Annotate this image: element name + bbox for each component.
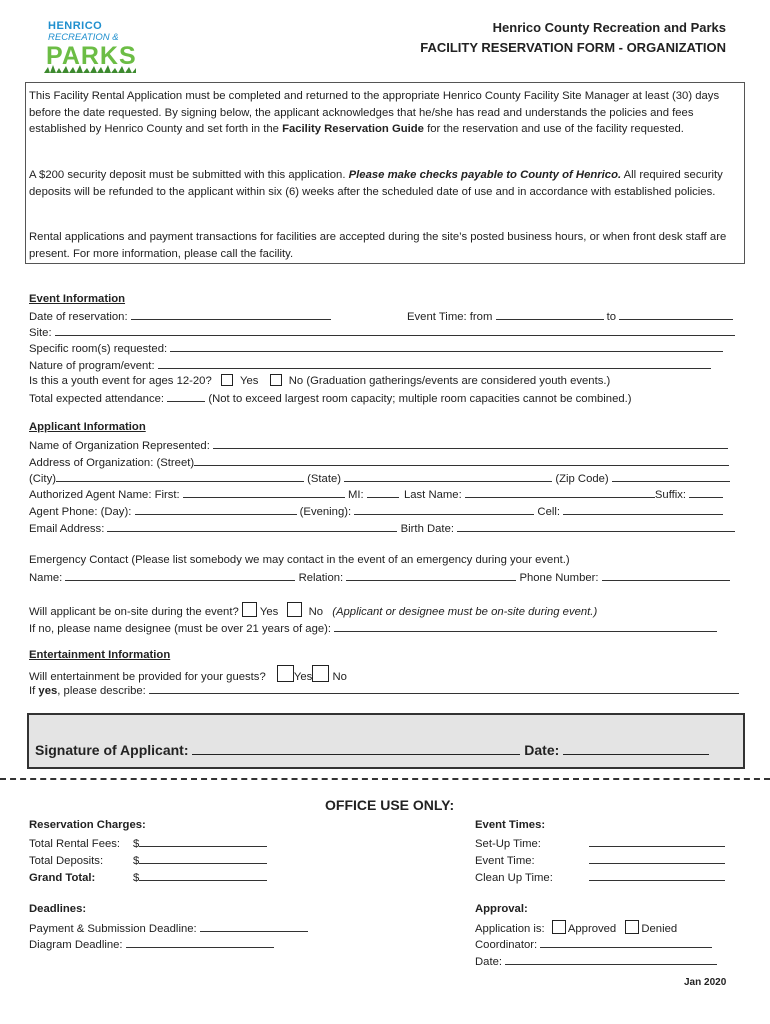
intro-paragraph-1	[29, 88, 739, 138]
guide-name: Facility Reservation Guide	[282, 123, 424, 135]
attendance-label: Total expected attendance:	[29, 393, 165, 405]
phone-evening-field[interactable]	[354, 503, 534, 515]
youth-label: Is this a youth event for ages 12-20?	[29, 375, 212, 387]
coordinator-label: Coordinator:	[475, 939, 538, 951]
payment-deadline-field[interactable]	[200, 920, 308, 932]
zip-field[interactable]	[612, 470, 730, 482]
emergency-phone-label: Phone Number:	[519, 572, 599, 584]
approval-date-field[interactable]	[505, 953, 717, 965]
grand-total-row	[29, 869, 267, 885]
agent-first-label: Authorized Agent Name: First:	[29, 489, 180, 501]
state-label: (State)	[307, 473, 342, 485]
onsite-no-label: No	[308, 606, 324, 618]
cleanup-field[interactable]	[589, 869, 725, 881]
onsite-yes-checkbox[interactable]	[242, 602, 257, 617]
office-title: OFFICE USE ONLY:	[325, 797, 455, 813]
city-label: (City)	[29, 473, 56, 485]
event-time-row	[407, 308, 733, 324]
site-field[interactable]	[55, 324, 735, 336]
org-row	[29, 437, 728, 453]
describe-label-yes: yes	[38, 685, 58, 697]
designee-row	[29, 620, 717, 636]
signature-date-label: Date:	[524, 742, 560, 758]
attendance-note: (Not to exceed largest room capacity; multiple room capacities cannot be combined.)	[208, 393, 632, 405]
phone-day-field[interactable]	[135, 503, 297, 515]
emergency-note: Emergency Contact (Please list somebody we may contact in the event of an emergency during your event.)	[29, 554, 570, 566]
org-label: Name of Organization Represented:	[29, 440, 210, 452]
rooms-label: Specific room(s) requested:	[29, 343, 168, 355]
logo-line-parks: PARKS	[46, 42, 137, 70]
rental-fees-label: Total Rental Fees:	[29, 838, 121, 850]
emergency-row	[29, 569, 730, 585]
entertainment-heading: Entertainment Information	[29, 649, 171, 661]
address-row	[29, 454, 729, 470]
youth-yes-label: Yes	[240, 375, 259, 387]
emergency-relation-label: Relation:	[298, 572, 344, 584]
intro-text: This Facility Rental Application must be completed and returned to the appropriate Henrico County Facility Site Manager at least (30) days before the date requested. By signing below, the applicant acknowledges that he/she has read and understands the policies and fees established by Henrico County and set forth in the	[29, 90, 720, 135]
attendance-row	[29, 390, 632, 406]
agent-suffix-field[interactable]	[689, 486, 723, 498]
cell-field[interactable]	[563, 503, 723, 515]
signature-label: Signature of Applicant:	[35, 742, 189, 758]
event-time-from-field[interactable]	[496, 308, 604, 320]
setup-field[interactable]	[589, 835, 725, 847]
agent-name-row	[29, 486, 723, 502]
nature-field[interactable]	[158, 357, 711, 369]
signature-date-field[interactable]	[563, 741, 709, 755]
intro-text: for the reservation and use of the facility requested.	[423, 123, 684, 135]
agent-phone-row	[29, 503, 723, 519]
grand-total-field[interactable]	[139, 869, 267, 881]
deposits-field[interactable]	[139, 852, 267, 864]
entertainment-yes-label: Yes	[293, 671, 313, 683]
rooms-field[interactable]	[170, 340, 723, 352]
event-time-office-field[interactable]	[589, 852, 725, 864]
zip-label: (Zip Code)	[555, 473, 609, 485]
application-status-row	[475, 920, 677, 936]
deadlines-heading: Deadlines:	[29, 903, 87, 915]
youth-row	[29, 374, 610, 388]
payment-deadline-label: Payment & Submission Deadline:	[29, 923, 197, 935]
date-of-reservation-row	[29, 308, 331, 324]
attendance-field[interactable]	[167, 390, 205, 402]
onsite-note: (Applicant or designee must be on-site during event.)	[332, 606, 598, 618]
birth-date-field[interactable]	[457, 520, 735, 532]
agent-first-field[interactable]	[183, 486, 345, 498]
form-title: FACILITY RESERVATION FORM - ORGANIZATION	[420, 40, 726, 55]
header-org: Henrico County Recreation and Parks	[492, 20, 726, 35]
approved-label: Approved	[567, 923, 617, 935]
cleanup-label: Clean Up Time:	[475, 872, 553, 884]
entertainment-question: Will entertainment be provided for your guests?	[29, 671, 266, 683]
agent-last-label: Last Name:	[403, 489, 462, 501]
agent-suffix-label: Suffix:	[654, 489, 687, 501]
street-field[interactable]	[194, 454, 729, 466]
email-row	[29, 520, 735, 536]
payment-deadline-row	[29, 920, 308, 936]
dollar-sign: $	[133, 872, 140, 884]
approval-heading: Approval:	[475, 903, 528, 915]
onsite-question: Will applicant be on-site during the event?	[29, 606, 239, 618]
emergency-phone-field[interactable]	[602, 569, 730, 581]
email-label: Email Address:	[29, 523, 105, 535]
approval-date-row	[475, 953, 717, 969]
designee-label: If no, please name designee (must be over 21 years of age):	[29, 623, 332, 635]
entertainment-yes-checkbox[interactable]	[277, 665, 294, 682]
org-field[interactable]	[213, 437, 728, 449]
cleanup-row	[475, 869, 725, 885]
logo-line-recreation: RECREATION &	[48, 32, 119, 43]
charges-heading: Reservation Charges:	[29, 819, 146, 831]
diagram-deadline-label: Diagram Deadline:	[29, 939, 123, 951]
onsite-yes-label: Yes	[259, 606, 279, 618]
nature-row	[29, 357, 711, 373]
state-field[interactable]	[344, 470, 552, 482]
designee-field[interactable]	[334, 620, 717, 632]
dollar-sign: $	[133, 855, 140, 867]
agent-last-field[interactable]	[465, 486, 655, 498]
event-time-to-field[interactable]	[619, 308, 733, 320]
dollar-sign: $	[133, 838, 140, 850]
onsite-row	[29, 602, 597, 619]
event-time-to-label: to	[606, 311, 617, 323]
intro-paragraph-3: Rental applications and payment transactions for facilities are accepted during the site’s posted business hours, or when front desk staff are present. For more information, please call the facility.	[29, 231, 727, 260]
youth-no-label: No (Graduation gatherings/events are considered youth events.)	[288, 375, 611, 387]
signature-field[interactable]	[192, 741, 520, 755]
email-field[interactable]	[107, 520, 397, 532]
setup-row	[475, 835, 725, 851]
rental-fees-row	[29, 835, 267, 851]
grand-total-label: Grand Total:	[29, 872, 96, 884]
diagram-deadline-row	[29, 936, 274, 952]
describe-field[interactable]	[149, 682, 739, 694]
address-label: Address of Organization: (Street)	[29, 457, 195, 469]
logo-grass-icon	[44, 64, 136, 72]
onsite-no-checkbox[interactable]	[287, 602, 302, 617]
setup-label: Set-Up Time:	[475, 838, 541, 850]
approved-checkbox[interactable]	[552, 920, 566, 934]
describe-row	[29, 682, 739, 698]
site-row	[29, 324, 735, 340]
emergency-name-label: Name:	[29, 572, 63, 584]
city-field[interactable]	[56, 470, 304, 482]
birth-date-label: Birth Date:	[400, 523, 454, 535]
event-time-office-label: Event Time:	[475, 855, 535, 867]
logo-line-henrico: HENRICO	[48, 20, 103, 32]
coordinator-field[interactable]	[540, 936, 712, 948]
office-divider	[0, 778, 770, 780]
phone-day-label: Agent Phone: (Day):	[29, 506, 132, 518]
approval-date-label: Date:	[475, 956, 503, 968]
event-time-office-row	[475, 852, 725, 868]
application-is-label: Application is:	[475, 923, 545, 935]
youth-no-checkbox[interactable]	[270, 374, 282, 386]
emergency-name-field[interactable]	[65, 569, 295, 581]
deposits-row	[29, 852, 267, 868]
deposit-text: A $200 security deposit must be submitted with this application.	[29, 169, 349, 181]
checks-note: Please make checks payable to County of Henrico.	[348, 169, 622, 181]
coordinator-row	[475, 936, 712, 952]
denied-checkbox[interactable]	[625, 920, 639, 934]
describe-label: , please describe:	[57, 685, 146, 697]
agent-mi-field[interactable]	[367, 486, 399, 498]
agent-mi-label: MI:	[347, 489, 364, 501]
denied-label: Denied	[641, 923, 678, 935]
logo	[44, 20, 136, 74]
event-time-label: Event Time: from	[407, 311, 493, 323]
rooms-row	[29, 340, 723, 356]
event-heading: Event Information	[29, 293, 126, 305]
phone-evening-label: (Evening):	[299, 506, 352, 518]
intro-paragraph-2	[29, 167, 739, 200]
times-heading: Event Times:	[475, 819, 546, 831]
site-label: Site:	[29, 327, 52, 339]
rental-fees-field[interactable]	[139, 835, 267, 847]
youth-yes-checkbox[interactable]	[221, 374, 233, 386]
date-of-reservation-field[interactable]	[131, 308, 331, 320]
deposits-label: Total Deposits:	[29, 855, 104, 867]
date-of-reservation-label: Date of reservation:	[29, 311, 128, 323]
revision-date: Jan 2020	[684, 977, 727, 988]
entertainment-no-checkbox[interactable]	[312, 665, 329, 682]
cell-label: Cell:	[537, 506, 561, 518]
applicant-heading: Applicant Information	[29, 421, 146, 433]
entertainment-no-label: No	[332, 671, 347, 683]
nature-label: Nature of program/event:	[29, 360, 155, 372]
emergency-relation-field[interactable]	[346, 569, 516, 581]
describe-label: If	[29, 685, 39, 697]
deposit-text: All required security deposits will be refunded to the applicant within six (6) weeks after the scheduled date of use and in accordance with established policies.	[29, 169, 723, 198]
signature-row	[35, 741, 709, 758]
city-row	[29, 470, 730, 486]
diagram-deadline-field[interactable]	[126, 936, 274, 948]
